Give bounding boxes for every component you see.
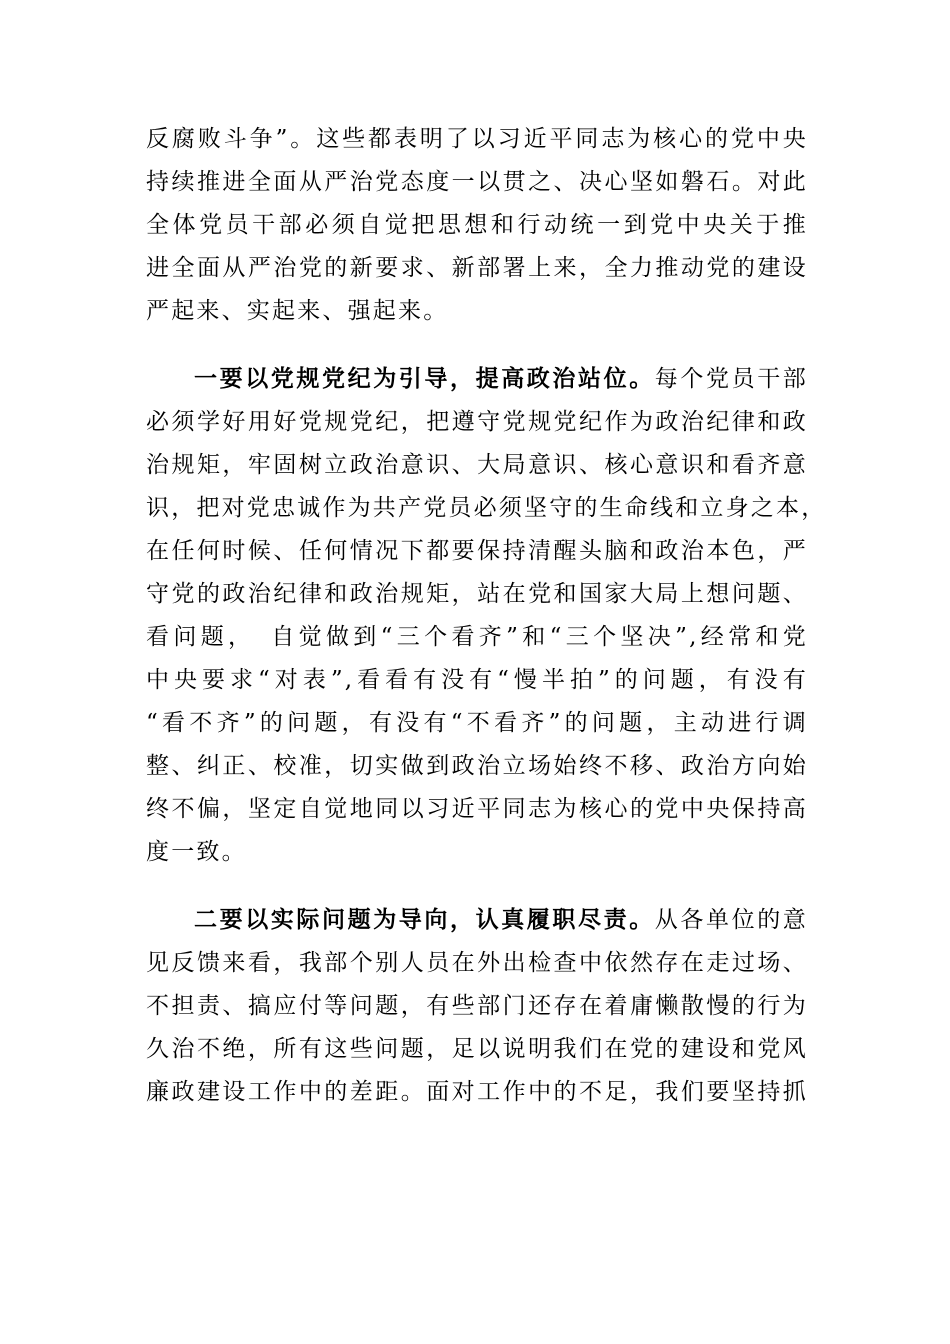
text-line: 全体党员干部必须自觉把思想和行动统一到党中央关于推 [146, 212, 808, 238]
text-line: 不担责、搞应付等问题，有些部门还存在着庸懒散慢的行为 [146, 993, 808, 1019]
paragraph-gap [146, 333, 808, 357]
text-fragment: 每个党员干部 [654, 366, 808, 392]
text-line: 反腐败斗争”。这些都表明了以习近平同志为核心的党中央 [146, 126, 808, 152]
text-line: 必须学好用好党规党纪，把遵守党规党纪作为政治纪律和政 [146, 409, 808, 435]
text-fragment: 从各单位的意 [654, 907, 808, 933]
text-line: 识，把对党忠诚作为共产党员必须坚守的生命线和立身之本， [146, 495, 827, 521]
text-line: “看不齐”的问题，有没有“不看齐”的问题，主动进行调 [146, 710, 808, 736]
paragraph-point-two [146, 898, 808, 1114]
text-line: 治规矩，牢固树立政治意识、大局意识、核心意识和看齐意 [146, 452, 808, 478]
text-line: 看问题， 自觉做到“三个看齐”和“三个坚决”,经常和党 [146, 624, 808, 650]
text-line: 整、纠正、校准，切实做到政治立场始终不移、政治方向始 [146, 753, 808, 779]
text-line-first [146, 357, 808, 401]
text-line: 进全面从严治党的新要求、新部署上来，全力推动党的建设 [146, 255, 808, 281]
paragraph-gap [146, 874, 808, 898]
text-line: 终不偏，坚定自觉地同以习近平同志为核心的党中央保持高 [146, 796, 808, 822]
text-line: 久治不绝，所有这些问题，足以说明我们在党的建设和党风 [146, 1036, 808, 1062]
paragraph-continuation [146, 118, 808, 333]
text-line: 见反馈来看，我部个别人员在外出检查中依然存在走过场、 [146, 950, 808, 976]
text-line: 守党的政治纪律和政治规矩，站在党和国家大局上想问题、 [146, 581, 808, 607]
document-page [146, 118, 827, 1114]
text-line: 中央要求“对表”,看看有没有“慢半拍”的问题，有没有 [146, 667, 808, 693]
paragraph-heading-bold: 一要以党规党纪为引导，提高政治站位。 [194, 365, 655, 392]
paragraph-heading-bold: 二要以实际问题为导向，认真履职尽责。 [194, 906, 655, 933]
text-line-first [146, 898, 808, 942]
text-line: 廉政建设工作中的差距。面对工作中的不足，我们要坚持抓 [146, 1079, 808, 1105]
paragraph-point-one [146, 357, 827, 874]
text-line: 度一致。 [146, 839, 247, 865]
text-line: 在任何时候、任何情况下都要保持清醒头脑和政治本色，严 [146, 538, 808, 564]
text-line: 严起来、实起来、强起来。 [146, 298, 449, 324]
text-line: 持续推进全面从严治党态度一以贯之、决心坚如磐石。对此 [146, 169, 808, 195]
